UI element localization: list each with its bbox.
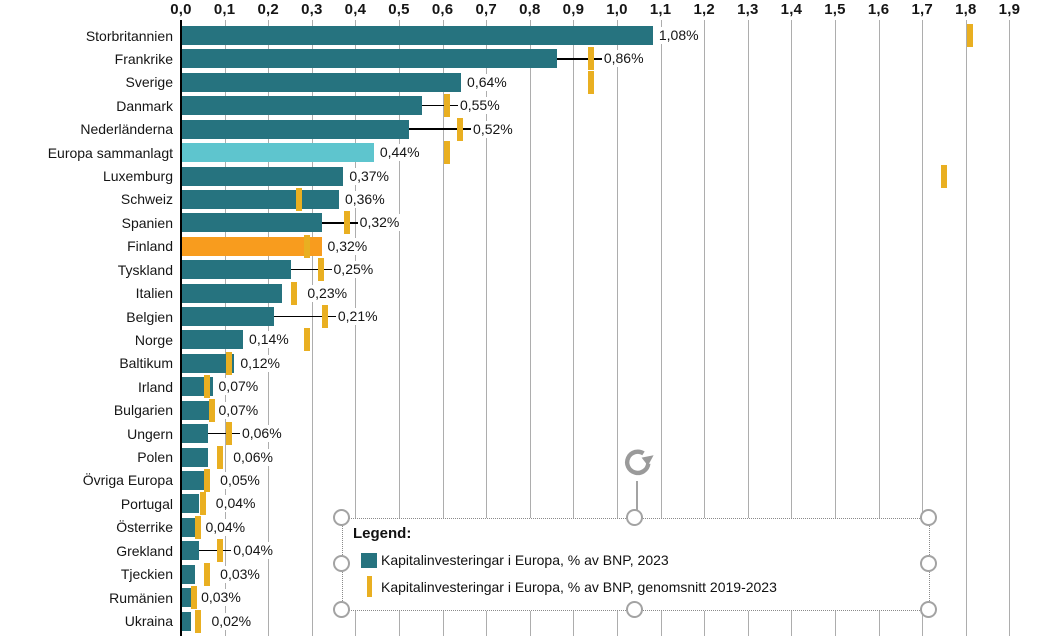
bar[interactable]: [182, 448, 208, 467]
leader-line: [557, 58, 602, 59]
x-axis-tick-label: 1,6: [867, 1, 890, 18]
category-label: Belgien: [126, 308, 173, 325]
x-axis-tick-label: 1,0: [606, 1, 628, 18]
legend-item-2023-label: Kapitalinvesteringar i Europa, % av BNP, 2023: [381, 552, 669, 568]
average-marker[interactable]: [941, 165, 947, 188]
category-label: Ukraina: [124, 613, 173, 629]
average-marker[interactable]: [322, 305, 328, 328]
x-axis-tick-label: 0,3: [301, 1, 323, 18]
average-marker[interactable]: [200, 492, 206, 515]
average-marker[interactable]: [191, 586, 197, 609]
category-label: Rumänien: [109, 589, 173, 606]
average-marker[interactable]: [344, 211, 350, 234]
value-label: 0,12%: [240, 354, 281, 371]
bar[interactable]: [182, 213, 322, 232]
bar[interactable]: [182, 190, 339, 209]
x-axis-tick-label: 0,0: [170, 1, 192, 18]
bar[interactable]: [182, 541, 199, 560]
value-label: 0,21%: [337, 308, 378, 325]
category-label: Polen: [137, 449, 173, 466]
x-axis-tick-label: 1,3: [737, 1, 759, 18]
rotate-handle-stem: [636, 481, 638, 510]
leader-line: [208, 433, 240, 434]
bar[interactable]: [182, 143, 374, 162]
value-label: 0,25%: [333, 261, 374, 278]
average-marker[interactable]: [318, 258, 324, 281]
average-marker[interactable]: [226, 352, 232, 375]
leader-line: [199, 550, 231, 551]
bar[interactable]: [182, 73, 461, 92]
category-label: Portugal: [120, 495, 173, 512]
x-axis-tick-label: 1,9: [998, 1, 1021, 18]
bar[interactable]: [182, 424, 208, 443]
bar[interactable]: [182, 49, 557, 68]
x-axis-tick-label: 0,4: [344, 1, 367, 18]
bar[interactable]: [182, 167, 343, 186]
category-label: Luxemburg: [102, 168, 173, 185]
average-marker[interactable]: [217, 446, 223, 469]
value-label: 0,44%: [379, 144, 420, 161]
category-label: Frankrike: [114, 50, 173, 67]
value-label: 0,52%: [473, 120, 513, 137]
value-label: 1,08%: [658, 27, 699, 43]
average-marker[interactable]: [304, 328, 310, 351]
value-label: 0,14%: [249, 331, 289, 348]
legend-item-average-label: Kapitalinvesteringar i Europa, % av BNP, genomsnitt 2019-2023: [381, 579, 777, 595]
average-marker[interactable]: [304, 235, 310, 258]
bar[interactable]: [182, 120, 409, 139]
bar[interactable]: [182, 237, 322, 256]
value-label: 0,32%: [327, 237, 368, 254]
average-marker[interactable]: [967, 24, 973, 47]
x-axis-tick-label: 0,5: [388, 1, 410, 18]
value-label: 0,55%: [459, 97, 500, 114]
x-axis-tick-label: 0,8: [519, 1, 541, 18]
average-marker[interactable]: [195, 516, 201, 539]
category-label: Irland: [137, 378, 173, 395]
legend-swatch-average-icon: [367, 576, 372, 597]
leader-line: [422, 105, 458, 106]
value-label: 0,04%: [233, 542, 273, 559]
x-axis-tick-label: 1,2: [693, 1, 715, 18]
average-marker[interactable]: [209, 399, 215, 422]
bar[interactable]: [182, 26, 653, 45]
gridline: [1009, 20, 1010, 636]
average-marker[interactable]: [457, 118, 463, 141]
average-marker[interactable]: [217, 539, 223, 562]
value-label: 0,07%: [218, 401, 259, 418]
category-label: Norge: [134, 331, 173, 348]
value-label: 0,06%: [233, 448, 273, 465]
value-label: 0,02%: [211, 612, 252, 629]
x-axis-tick-label: 1,4: [780, 1, 803, 18]
category-label: Baltikum: [119, 355, 173, 372]
category-label: Nederländerna: [80, 121, 173, 138]
leader-line: [322, 222, 358, 223]
average-marker[interactable]: [204, 469, 210, 492]
gridline: [966, 20, 967, 636]
category-label: Storbritannien: [85, 27, 173, 44]
value-label: 0,36%: [344, 190, 385, 207]
bar[interactable]: [182, 96, 422, 115]
selection-handle-top-left[interactable]: [333, 509, 350, 526]
value-label: 0,05%: [220, 471, 260, 488]
value-label: 0,06%: [241, 425, 282, 442]
value-label: 0,64%: [467, 73, 507, 90]
legend-box[interactable]: [342, 518, 930, 611]
selection-handle-middle-left[interactable]: [333, 555, 350, 572]
selection-handle-bottom-left[interactable]: [333, 601, 350, 618]
bar[interactable]: [182, 494, 199, 513]
legend-swatch-2023-icon: [361, 553, 377, 568]
leader-line: [291, 269, 332, 270]
selection-handle-middle-right[interactable]: [920, 555, 937, 572]
category-label: Österrike: [116, 519, 173, 536]
selection-handle-top-right[interactable]: [920, 509, 937, 526]
bar[interactable]: [182, 284, 282, 303]
x-axis-tick-label: 0,1: [213, 1, 236, 18]
category-label: Spanien: [121, 214, 173, 231]
category-label: Italien: [135, 285, 173, 302]
value-label: 0,32%: [359, 214, 400, 231]
bar[interactable]: [182, 612, 191, 631]
x-axis-tick-label: 0,6: [431, 1, 454, 18]
average-marker[interactable]: [226, 422, 232, 445]
category-label: Grekland: [116, 542, 173, 559]
average-marker[interactable]: [291, 282, 297, 305]
bar[interactable]: [182, 260, 291, 279]
bar[interactable]: [182, 471, 204, 490]
category-label: Schweiz: [120, 191, 173, 208]
value-label: 0,04%: [215, 495, 256, 512]
average-marker[interactable]: [444, 94, 450, 117]
selection-handle-bottom-right[interactable]: [920, 601, 937, 618]
value-label: 0,86%: [603, 50, 644, 67]
bar[interactable]: [182, 330, 243, 349]
average-marker[interactable]: [444, 141, 450, 164]
category-label: Europa sammanlagt: [47, 144, 173, 161]
rotate-handle-icon[interactable]: [620, 447, 654, 481]
value-label: 0,07%: [218, 378, 259, 395]
legend-title: Legend:: [353, 525, 412, 542]
average-marker[interactable]: [195, 610, 201, 633]
x-axis-tick-label: 0,9: [562, 1, 585, 18]
average-marker[interactable]: [588, 47, 594, 70]
category-label: Ungern: [127, 425, 173, 442]
category-label: Bulgarien: [113, 402, 173, 419]
average-marker[interactable]: [204, 375, 210, 398]
selection-handle-bottom-middle[interactable]: [626, 601, 643, 618]
bar[interactable]: [182, 565, 195, 584]
x-axis-tick-label: 0,7: [475, 1, 497, 18]
category-label: Tyskland: [117, 261, 173, 278]
category-label: Övriga Europa: [82, 472, 173, 489]
category-label: Danmark: [116, 97, 173, 114]
x-axis-tick-label: 1,8: [955, 1, 977, 18]
value-label: 0,23%: [307, 284, 348, 301]
category-label: Finland: [127, 238, 173, 255]
bar[interactable]: [182, 307, 274, 326]
x-axis-tick-label: 0,2: [257, 1, 279, 18]
x-axis-tick-label: 1,5: [824, 1, 846, 18]
x-axis-tick-label: 1,1: [649, 1, 672, 18]
x-axis-tick-label: 1,7: [911, 1, 933, 18]
value-label: 0,03%: [220, 565, 260, 582]
category-label: Sverige: [125, 74, 173, 91]
average-marker[interactable]: [204, 563, 210, 586]
value-label: 0,04%: [205, 518, 246, 535]
average-marker[interactable]: [296, 188, 302, 211]
value-label: 0,37%: [349, 167, 390, 184]
category-label: Tjeckien: [120, 566, 173, 583]
value-label: 0,03%: [201, 589, 241, 606]
average-marker[interactable]: [588, 71, 594, 94]
